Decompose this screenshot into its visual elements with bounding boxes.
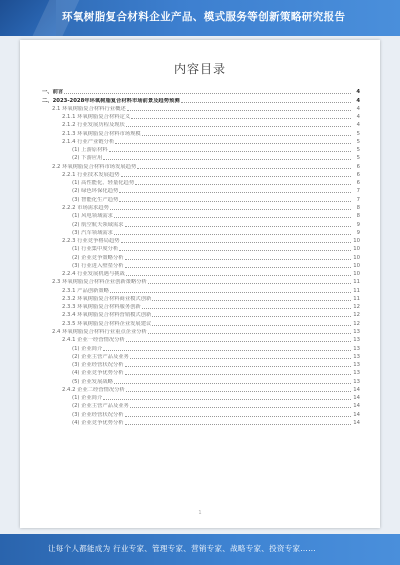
table-of-contents xyxy=(42,87,360,426)
toc-entry-label: (3) 智能化生产趋势 xyxy=(72,196,119,203)
page-number: 1 xyxy=(198,510,202,516)
toc-entry-label: (2) 绿色环保化趋势 xyxy=(72,188,119,195)
toc-entry-page: 6 xyxy=(356,171,360,178)
toc-leader-dots xyxy=(114,217,351,218)
toc-entry[interactable] xyxy=(42,112,360,120)
toc-entry-page: 14 xyxy=(353,395,360,402)
toc-entry[interactable] xyxy=(42,261,360,269)
toc-entry[interactable] xyxy=(42,352,360,360)
report-footer xyxy=(0,534,400,565)
report-header xyxy=(0,0,400,36)
toc-entry-label: (3) 汽车领域需求 xyxy=(72,229,113,236)
toc-leader-dots xyxy=(126,275,351,276)
toc-leader-dots xyxy=(126,341,351,342)
toc-entry[interactable] xyxy=(42,252,360,260)
toc-entry[interactable] xyxy=(42,335,360,343)
toc-entry-label: 2.1.1 环氧树脂复合材料定义 xyxy=(62,114,131,121)
document-page xyxy=(20,40,380,528)
toc-entry-page: 4 xyxy=(356,97,360,104)
toc-entry[interactable] xyxy=(42,244,360,252)
toc-entry[interactable] xyxy=(42,211,360,219)
toc-entry[interactable] xyxy=(42,219,360,227)
toc-entry[interactable] xyxy=(42,393,360,401)
toc-leader-dots xyxy=(135,184,351,185)
toc-entry-label: (1) 上游原材料 xyxy=(72,147,108,154)
toc-entry-label: (1) 企业简介 xyxy=(72,345,103,352)
toc-entry-page: 13 xyxy=(353,353,360,360)
toc-entry[interactable] xyxy=(42,104,360,112)
toc-entry-page: 13 xyxy=(353,362,360,369)
toc-leader-dots xyxy=(137,168,351,169)
toc-leader-dots xyxy=(125,416,351,417)
toc-entry-page: 8 xyxy=(356,213,360,220)
toc-entry-label: (3) 企业经营状况分析 xyxy=(72,362,124,369)
toc-entry[interactable] xyxy=(42,343,360,351)
toc-leader-dots xyxy=(148,333,351,334)
toc-entry-page: 4 xyxy=(356,114,360,121)
footer-slogan: 让每个人都能成为 行业专家、管理专家、营销专家、战略专家、投资专家…… xyxy=(48,544,316,553)
toc-entry[interactable] xyxy=(42,368,360,376)
toc-leader-dots xyxy=(119,201,351,202)
toc-leader-dots xyxy=(125,259,351,260)
toc-entry-page: 13 xyxy=(353,328,360,335)
toc-entry-page: 11 xyxy=(353,295,360,302)
toc-entry-label: 2.3.5 环氧树脂复合材料企业发展建议 xyxy=(62,320,152,327)
toc-entry[interactable] xyxy=(42,161,360,169)
toc-entry[interactable] xyxy=(42,418,360,426)
toc-entry[interactable] xyxy=(42,385,360,393)
toc-entry[interactable] xyxy=(42,145,360,153)
toc-leader-dots xyxy=(121,242,351,243)
toc-entry-label: 2.1.2 行业发展历程及现状 xyxy=(62,122,125,129)
toc-entry-label: 2.3.2 环氧树脂复合材料商业模式创新 xyxy=(62,295,152,302)
toc-entry-page: 11 xyxy=(353,287,360,294)
toc-entry-label: (1) 企业简介 xyxy=(72,395,103,402)
toc-entry-page: 5 xyxy=(356,155,360,162)
toc-entry-label: (1) 高性能化、轻量化趋势 xyxy=(72,180,135,187)
toc-leader-dots xyxy=(152,300,351,301)
toc-entry-page: 7 xyxy=(356,188,360,195)
toc-entry[interactable] xyxy=(42,376,360,384)
toc-leader-dots xyxy=(126,126,351,127)
toc-entry-page: 8 xyxy=(356,204,360,211)
toc-entry-label: 2.1.4 行业产业链分析 xyxy=(62,138,115,145)
toc-entry-page: 10 xyxy=(353,254,360,261)
toc-entry-label: 二、2023-2028年环氧树脂复合材料市场前景及趋势预测 xyxy=(42,97,180,104)
toc-entry[interactable] xyxy=(42,285,360,293)
toc-entry-label: (4) 企业竞争优势分析 xyxy=(72,419,124,426)
toc-entry[interactable] xyxy=(42,327,360,335)
toc-leader-dots xyxy=(142,308,351,309)
toc-leader-dots xyxy=(125,267,351,268)
toc-leader-dots xyxy=(110,292,351,293)
toc-entry-label: 2.1 环氧树脂复合材料行业概述 xyxy=(52,105,126,112)
toc-entry-label: (1) 行业集中度分析 xyxy=(72,246,119,253)
toc-leader-dots xyxy=(114,383,351,384)
toc-entry-page: 13 xyxy=(353,378,360,385)
toc-entry[interactable] xyxy=(42,194,360,202)
toc-entry-page: 10 xyxy=(353,238,360,245)
toc-entry-page: 4 xyxy=(356,105,360,112)
toc-leader-dots xyxy=(103,159,351,160)
toc-entry-page: 10 xyxy=(353,246,360,253)
toc-leader-dots xyxy=(125,374,351,375)
toc-entry-page: 4 xyxy=(356,122,360,129)
toc-entry-label: 一、前言 xyxy=(42,89,64,96)
toc-entry-label: 2.4.2 企业二经营情况分析 xyxy=(62,386,125,393)
toc-entry-label: (2) 企业主营产品及业务 xyxy=(72,403,129,410)
toc-leader-dots xyxy=(131,118,351,119)
report-title: 环氧树脂复合材料企业产品、模式服务等创新策略研究报告 xyxy=(62,11,346,23)
toc-leader-dots xyxy=(115,143,351,144)
toc-entry-page: 5 xyxy=(356,130,360,137)
toc-entry-page: 10 xyxy=(353,262,360,269)
toc-entry[interactable] xyxy=(42,120,360,128)
toc-entry-page: 5 xyxy=(356,147,360,154)
toc-entry-page: 13 xyxy=(353,370,360,377)
toc-entry[interactable] xyxy=(42,137,360,145)
toc-leader-dots xyxy=(110,209,351,210)
toc-leader-dots xyxy=(125,226,351,227)
toc-entry[interactable] xyxy=(42,360,360,368)
toc-entry-label: 2.3 环氧树脂复合材料企业创新策略分析 xyxy=(52,279,147,286)
toc-entry[interactable] xyxy=(42,153,360,161)
toc-entry-page: 6 xyxy=(356,163,360,170)
toc-leader-dots xyxy=(114,234,351,235)
toc-leader-dots xyxy=(181,102,351,103)
toc-leader-dots xyxy=(119,250,351,251)
toc-leader-dots xyxy=(103,399,351,400)
toc-entry-page: 14 xyxy=(353,411,360,418)
toc-entry-page: 12 xyxy=(353,320,360,327)
toc-entry-label: (2) 下游应用 xyxy=(72,155,103,162)
toc-entry[interactable] xyxy=(42,302,360,310)
toc-entry-label: (2) 企业竞争策略分析 xyxy=(72,254,124,261)
toc-leader-dots xyxy=(130,407,351,408)
toc-entry[interactable] xyxy=(42,236,360,244)
toc-entry-page: 14 xyxy=(353,403,360,410)
toc-entry[interactable] xyxy=(42,178,360,186)
toc-entry[interactable] xyxy=(42,310,360,318)
toc-entry-label: (2) 航空航天领域需求 xyxy=(72,221,124,228)
toc-leader-dots xyxy=(121,176,351,177)
toc-entry[interactable] xyxy=(42,186,360,194)
toc-leader-dots xyxy=(109,151,351,152)
toc-leader-dots xyxy=(152,325,351,326)
toc-entry-label: (2) 企业主营产品及业务 xyxy=(72,353,129,360)
toc-entry-label: 2.2.1 行业技术发展趋势 xyxy=(62,171,120,178)
toc-entry[interactable] xyxy=(42,170,360,178)
toc-entry[interactable] xyxy=(42,318,360,326)
toc-entry-label: (3) 行业进入壁垒分析 xyxy=(72,262,124,269)
toc-entry[interactable] xyxy=(42,87,360,95)
toc-entry[interactable] xyxy=(42,277,360,285)
toc-entry-page: 11 xyxy=(353,279,360,286)
toc-entry-page: 12 xyxy=(353,304,360,311)
toc-entry-label: (3) 企业经营状况分析 xyxy=(72,411,124,418)
toc-entry-page: 5 xyxy=(356,138,360,145)
toc-entry-label: 2.3.3 环氧树脂复合材料服务创新 xyxy=(62,304,141,311)
toc-entry-page: 14 xyxy=(353,386,360,393)
toc-entry-page: 9 xyxy=(356,229,360,236)
toc-leader-dots xyxy=(64,93,351,94)
toc-entry-label: (1) 风电领域需求 xyxy=(72,213,113,220)
toc-entry[interactable] xyxy=(42,269,360,277)
toc-leader-dots xyxy=(152,316,351,317)
toc-entry-page: 14 xyxy=(353,419,360,426)
toc-entry-label: 2.4.1 企业一经营情况分析 xyxy=(62,337,125,344)
toc-leader-dots xyxy=(142,135,351,136)
toc-entry-label: 2.2.3 行业竞争格局趋势 xyxy=(62,238,120,245)
toc-entry[interactable] xyxy=(42,294,360,302)
toc-entry-label: (4) 企业竞争优势分析 xyxy=(72,370,124,377)
toc-leader-dots xyxy=(125,366,351,367)
toc-entry-label: 2.2 环氧树脂复合材料市场发展趋势 xyxy=(52,163,137,170)
toc-leader-dots xyxy=(125,424,351,425)
toc-entry-label: 2.2.2 市场需求趋势 xyxy=(62,204,109,211)
toc-leader-dots xyxy=(119,192,351,193)
toc-entry[interactable] xyxy=(42,401,360,409)
toc-entry[interactable] xyxy=(42,228,360,236)
toc-entry-page: 7 xyxy=(356,196,360,203)
toc-entry-label: 2.1.3 环氧树脂复合材料市场规模 xyxy=(62,130,141,137)
toc-entry-label: 2.3.1 产品创新策略 xyxy=(62,287,109,294)
toc-entry-page: 13 xyxy=(353,337,360,344)
toc-entry-label: 2.2.4 行业发展机遇与挑战 xyxy=(62,271,125,278)
toc-entry-page: 6 xyxy=(356,180,360,187)
toc-entry-page: 9 xyxy=(356,221,360,228)
toc-entry[interactable] xyxy=(42,409,360,417)
toc-leader-dots xyxy=(126,391,351,392)
toc-entry-label: 2.4 环氧树脂复合材料行业重点企业分析 xyxy=(52,328,147,335)
toc-entry-page: 4 xyxy=(356,89,360,96)
toc-leader-dots xyxy=(148,283,351,284)
toc-entry-page: 13 xyxy=(353,345,360,352)
toc-entry-page: 10 xyxy=(353,271,360,278)
toc-leader-dots xyxy=(103,350,351,351)
toc-entry-page: 12 xyxy=(353,312,360,319)
toc-entry-label: 2.3.4 环氧树脂复合材料营销模式创新 xyxy=(62,312,152,319)
toc-leader-dots xyxy=(130,358,351,359)
toc-entry[interactable] xyxy=(42,95,360,103)
toc-entry[interactable] xyxy=(42,128,360,136)
toc-leader-dots xyxy=(127,110,351,111)
toc-entry[interactable] xyxy=(42,203,360,211)
toc-title: 内容目录 xyxy=(173,62,226,76)
toc-entry-label: (5) 企业发展战略 xyxy=(72,378,113,385)
